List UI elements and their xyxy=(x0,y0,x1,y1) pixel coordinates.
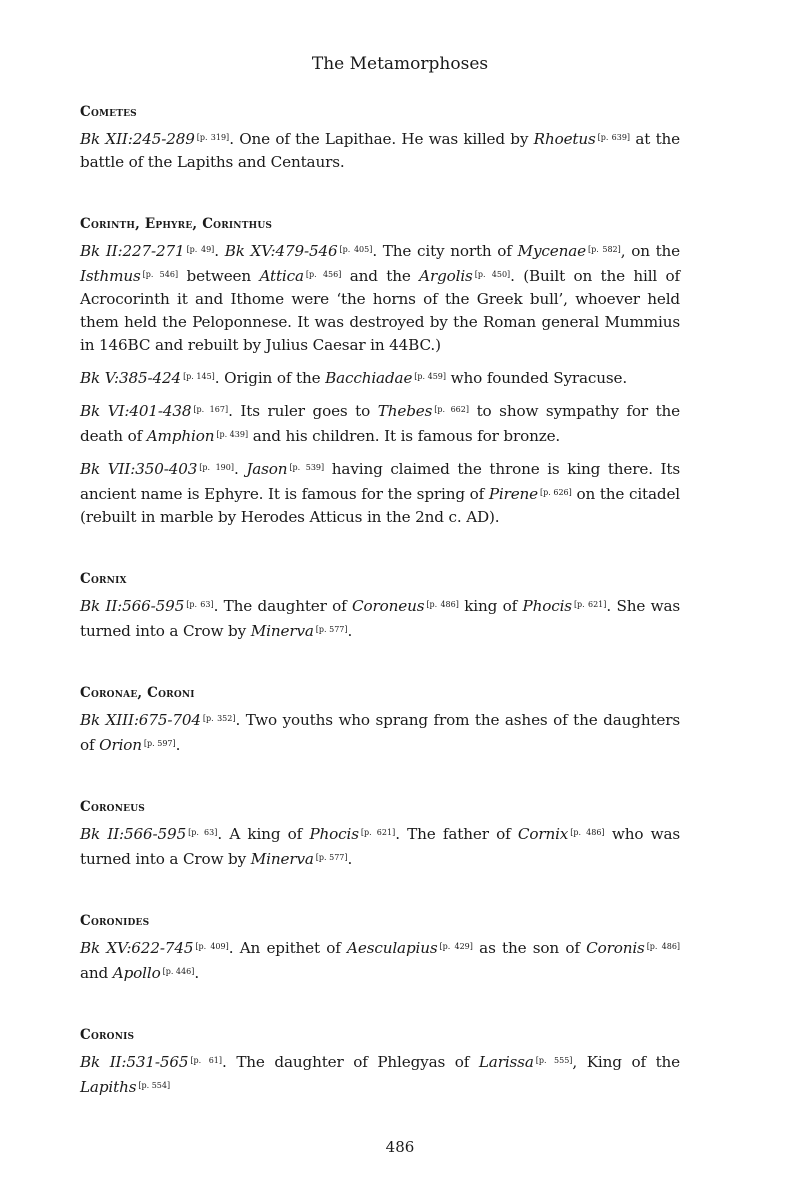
book-reference: Minerva xyxy=(250,850,314,868)
page-cross-reference[interactable]: [p. 597] xyxy=(143,739,176,748)
entry-text: and his children. It is famous for bronze. xyxy=(248,427,561,445)
entry-text: . An epithet of xyxy=(228,939,348,957)
book-reference: Amphion xyxy=(146,427,215,445)
page-cross-reference[interactable]: [p. 639] xyxy=(597,133,631,142)
entry-paragraph xyxy=(80,707,680,757)
page-cross-reference[interactable]: [p. 554] xyxy=(138,1081,171,1090)
page-cross-reference[interactable]: [p. 486] xyxy=(646,942,681,951)
book-reference: Bacchiadae xyxy=(325,369,413,387)
page-cross-reference[interactable]: [p. 319] xyxy=(196,133,230,142)
book-reference: Bk II:531-565 xyxy=(80,1053,189,1071)
entry-paragraph xyxy=(80,456,680,529)
entry-spacer xyxy=(80,985,680,1025)
page-cross-reference[interactable]: [p. 409] xyxy=(195,942,229,951)
entry-spacer xyxy=(80,174,680,214)
entry-text: . xyxy=(347,622,353,640)
entry-spacer xyxy=(80,871,680,911)
book-reference: Phocis xyxy=(309,825,359,843)
entry-text: king of xyxy=(458,597,523,615)
glossary-entry xyxy=(80,569,680,643)
glossary-entry xyxy=(80,214,680,529)
book-reference: Bk XIII:675-704 xyxy=(80,711,201,729)
book-reference: Bk VII:350-403 xyxy=(80,460,198,478)
entry-text: who founded Syracuse. xyxy=(446,369,628,387)
glossary-entry xyxy=(80,102,680,174)
book-reference: Pirene xyxy=(488,485,539,503)
entry-title: Coronae, Coroni xyxy=(80,685,195,701)
entry-text: at the battle of the Lapiths and Centaurs. xyxy=(80,130,680,171)
entry-title: Coronis xyxy=(80,1027,135,1043)
entry-text: . xyxy=(214,242,225,260)
entry-text: . The city north of xyxy=(372,242,518,260)
page-cross-reference[interactable]: [p. 486] xyxy=(426,600,459,609)
book-reference: Attica xyxy=(259,267,304,285)
book-reference: Larissa xyxy=(478,1053,534,1071)
entry-paragraph xyxy=(80,1049,680,1099)
book-reference: Bk XII:245-289 xyxy=(80,130,195,148)
glossary-entry xyxy=(80,797,680,871)
entry-text: between xyxy=(178,267,260,285)
page-cross-reference[interactable]: [p. 582] xyxy=(587,245,621,254)
book-reference: Rhoetus xyxy=(533,130,596,148)
page-cross-reference[interactable]: [p. 190] xyxy=(199,463,234,472)
glossary-entry xyxy=(80,911,680,985)
entry-title: Cometes xyxy=(80,104,137,120)
book-reference: Mycenae xyxy=(517,242,586,260)
page-cross-reference[interactable]: [p. 539] xyxy=(289,463,325,472)
entry-text: . Origin of the xyxy=(214,369,326,387)
book-reference: Bk II:227-271 xyxy=(80,242,185,260)
entry-text: as the son of xyxy=(472,939,587,957)
book-reference: Lapiths xyxy=(80,1078,137,1096)
page-cross-reference[interactable]: [p. 577] xyxy=(315,625,348,634)
entry-paragraph xyxy=(80,935,680,985)
book-reference: Isthmus xyxy=(80,267,141,285)
page-cross-reference[interactable]: [p. 621] xyxy=(360,828,396,837)
book-reference: Bk II:566-595 xyxy=(80,597,185,615)
page-cross-reference[interactable]: [p. 450] xyxy=(474,270,511,279)
book-reference: Coroneus xyxy=(352,597,425,615)
book-reference: Bk V:385-424 xyxy=(80,369,182,387)
entry-text: to show sympathy for the death of xyxy=(80,402,681,445)
entry-paragraph xyxy=(80,593,680,643)
entry-text: . xyxy=(194,964,199,982)
page-cross-reference[interactable]: [p. 486] xyxy=(570,828,605,837)
entry-text: . (Built on the hill of Acrocorinth it and Ithome were ‘the horns of the Greek bull’, whoever held them held the Peloponnese. It was destroyed by the Roman general Mummius in 146BC and rebuilt by Julius Caesar in 44BC.) xyxy=(80,267,680,354)
book-reference: Phocis xyxy=(522,597,572,615)
book-reference: Apollo xyxy=(112,964,161,982)
entry-text: . The daughter of Phlegyas of xyxy=(222,1053,479,1071)
entry-spacer xyxy=(80,643,680,683)
entry-spacer xyxy=(80,529,680,569)
book-reference: Aesculapius xyxy=(347,939,438,957)
book-reference: Argolis xyxy=(419,267,473,285)
entry-text: having claimed the throne is king there. Its ancient name is Ephyre. It is famous for the spring of xyxy=(80,460,680,503)
entry-text: . She was turned into a Crow by xyxy=(80,597,681,640)
page-cross-reference[interactable]: [p. 439] xyxy=(216,430,249,439)
book-reference: Bk XV:622-745 xyxy=(80,939,194,957)
page-cross-reference[interactable]: [p. 662] xyxy=(434,405,469,414)
glossary-entry xyxy=(80,1025,680,1099)
book-reference: Jason xyxy=(246,460,288,478)
page-cross-reference[interactable]: [p. 61] xyxy=(190,1056,223,1065)
entry-text: , on the xyxy=(620,242,681,260)
entry-text: who was turned into a Crow by xyxy=(80,825,681,868)
glossary-entry xyxy=(80,683,680,757)
page-cross-reference[interactable]: [p. 167] xyxy=(193,405,229,414)
entry-text: and xyxy=(80,964,113,982)
entry-text: . xyxy=(233,460,247,478)
entry-paragraph xyxy=(80,398,680,448)
entry-text: . xyxy=(175,736,181,754)
entry-paragraph xyxy=(80,238,680,357)
page-cross-reference[interactable]: [p. 456] xyxy=(305,270,342,279)
book-reference: Bk VI:401-438 xyxy=(80,402,192,420)
entry-paragraph xyxy=(80,821,680,871)
entry-paragraph xyxy=(80,126,680,174)
entry-text: . The daughter of xyxy=(213,597,353,615)
entry-title: Coronides xyxy=(80,913,150,929)
page-cross-reference[interactable]: [p. 577] xyxy=(315,853,348,862)
book-reference: Orion xyxy=(99,736,142,754)
page-cross-reference[interactable]: [p. 145] xyxy=(183,372,215,381)
running-header: The Metamorphoses xyxy=(311,54,489,74)
page-cross-reference[interactable]: [p. 63] xyxy=(186,600,214,609)
entry-text: . Its ruler goes to xyxy=(228,402,378,420)
page-number: 486 xyxy=(385,1138,415,1156)
entry-title: Cornix xyxy=(80,571,127,587)
entry-text: on the citadel (rebuilt in marble by Herodes Atticus in the 2nd c. AD). xyxy=(80,485,681,526)
book-reference: Bk II:566-595 xyxy=(80,825,187,843)
book-reference: Cornix xyxy=(517,825,569,843)
page-cross-reference[interactable]: [p. 446] xyxy=(162,967,195,976)
glossary-entries xyxy=(80,102,680,1099)
entry-text: . The father of xyxy=(395,825,518,843)
entry-text: and the xyxy=(341,267,420,285)
page-cross-reference[interactable]: [p. 626] xyxy=(540,488,572,497)
page-cross-reference[interactable]: [p. 459] xyxy=(414,372,446,381)
book-reference: Thebes xyxy=(377,402,433,420)
page-cross-reference[interactable]: [p. 63] xyxy=(188,828,218,837)
entry-text: . xyxy=(347,850,353,868)
entry-text: . Two youths who sprang from the ashes of the daughters of xyxy=(80,711,681,754)
page-cross-reference[interactable]: [p. 49] xyxy=(186,245,215,254)
entry-text: , King of the xyxy=(572,1053,680,1071)
entry-title: Coroneus xyxy=(80,799,145,815)
page-cross-reference[interactable]: [p. 352] xyxy=(202,714,236,723)
entry-title: Corinth, Ephyre, Corinthus xyxy=(80,216,273,232)
entry-text: . A king of xyxy=(217,825,310,843)
page-cross-reference[interactable]: [p. 546] xyxy=(142,270,179,279)
book-reference: Minerva xyxy=(250,622,314,640)
entry-spacer xyxy=(80,757,680,797)
page-cross-reference[interactable]: [p. 555] xyxy=(535,1056,573,1065)
entry-paragraph xyxy=(80,365,680,390)
entry-text: . One of the Lapithae. He was killed by xyxy=(229,130,534,148)
page-cross-reference[interactable]: [p. 429] xyxy=(439,942,473,951)
book-reference: Bk XV:479-546 xyxy=(224,242,338,260)
page-cross-reference[interactable]: [p. 621] xyxy=(573,600,607,609)
book-reference: Coronis xyxy=(586,939,645,957)
page-cross-reference[interactable]: [p. 405] xyxy=(339,245,373,254)
